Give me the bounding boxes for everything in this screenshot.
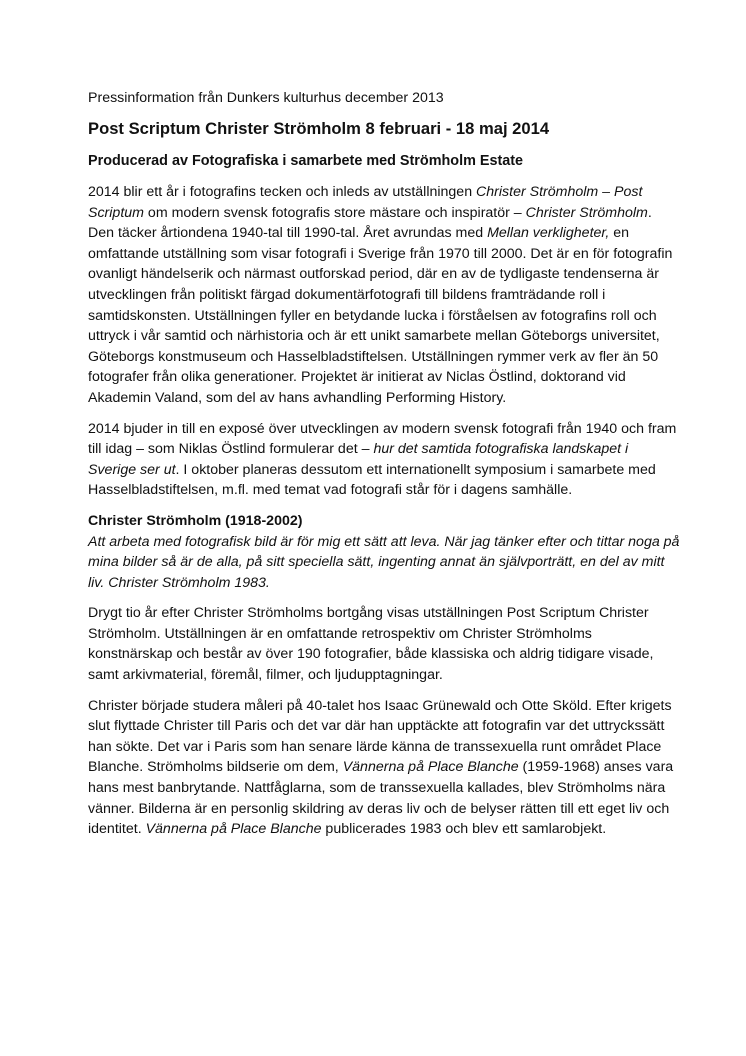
italic-run: Vännerna på Place Blanche [145, 821, 322, 838]
text-run: en omfattande utställning som visar fotografi i Sverige från 1970 till 2000. Det är en för fotografin ovanligt händelserik och närmast outforskad period, där en av de tydligaste tendenserna är utvecklingen från politiskt färgad dokumentärfotografi till bildens framträdande roll i samtidskonsten. Utställningen fyller en betydande lucka i förståelsen av fotografins roll och uttryck i vår samtid och närhistoria och är ett unikt samarbete mellan Göteborgs universitet, Göteborgs konstmuseum och Hasselbladstiftelsen. Utställningen rymmer verk av fler än 50 fotografer från olika generationer. Projektet är initierat av Niclas Östlind, doktorand vid Akademin Valand, som del av hans avhandling Performing History. [88, 225, 673, 406]
paragraph-expose [88, 419, 680, 501]
text-run: 2014 bjuder in till en exposé över utvecklingen av modern svensk fotografi från 1940 och fram till idag – som Niklas Östlind formulerar det – [88, 420, 677, 458]
text-run: publicerades 1983 och blev ett samlarobjekt. [321, 821, 607, 838]
document-subtitle: Producerad av Fotografiska i samarbete med Strömholm Estate [88, 153, 524, 169]
paragraph-biography [88, 696, 680, 840]
text-run: (1959-1968) anses vara hans mest banbrytande. Nattfåglarna, som de transsexuella kallades, blev Strömholms nära vänner. Bilderna är en personlig skildring av deras liv och de belyser rätten till ett eget liv och identitet. [88, 759, 674, 838]
section-quote: Att arbeta med fotografisk bild är för mig ett sätt att leva. När jag tänker efter och tittar noga på mina bilder så är de alla, på sitt speciella sätt, ingenting annat än självporträtt, en del av mitt liv. Christer Strömholm 1983. [88, 533, 680, 591]
section-heading: Christer Strömholm (1918-2002) [88, 512, 303, 529]
italic-run: Christer Strömholm [525, 204, 648, 221]
italic-run: Vännerna på Place Blanche [342, 759, 519, 776]
italic-run: Christer Strömholm – Post Scriptum [88, 184, 643, 221]
text-run: om modern svensk fotografis store mästare och inspiratör – [143, 204, 526, 221]
italic-run: hur det samtida fotografiska landskapet i Sverige ser ut [88, 441, 629, 478]
text-run: 2014 blir ett år i fotografins tecken och inleds av utställningen [88, 184, 477, 200]
paragraph-retrospective: Drygt tio år efter Christer Strömholms bortgång visas utställningen Post Scriptum Christer Strömholm. Utställningen är en omfattande retrospektiv om Christer Strömholms konstnärskap och består av över 190 fotografier, både klassiska och aldrig tidigare visade, samt arkivmaterial, föremål, filmer, och ljudupptagningar. [88, 605, 654, 684]
italic-run: Mellan verkligheter, [487, 225, 610, 242]
text-run: Christer började studera måleri på 40-talet hos Isaac Grünewald och Otte Sköld. Efter krigets slut flyttade Christer till Paris och det var där han upptäckte att fotografin var det uttryckssätt han sökte. Det var i Paris som han senare lärde känna de transsexuella runt området Place Blanche. Strömholms bildserie om dem, [88, 697, 672, 776]
press-release [88, 89, 680, 850]
paragraph-intro [88, 182, 680, 409]
press-kicker: Pressinformation från Dunkers kulturhus december 2013 [88, 90, 444, 106]
text-run: . I oktober planeras dessutom ett internationellt symposium i samarbete med Hasselbladstiftelsen, m.fl. med temat vad fotografi står för i dagens samhälle. [88, 461, 656, 499]
document-title: Post Scriptum Christer Strömholm 8 februari - 18 maj 2014 [88, 119, 550, 138]
text-run: . Den täcker årtiondena 1940-tal till 1990-tal. Året avrundas med [88, 204, 652, 242]
